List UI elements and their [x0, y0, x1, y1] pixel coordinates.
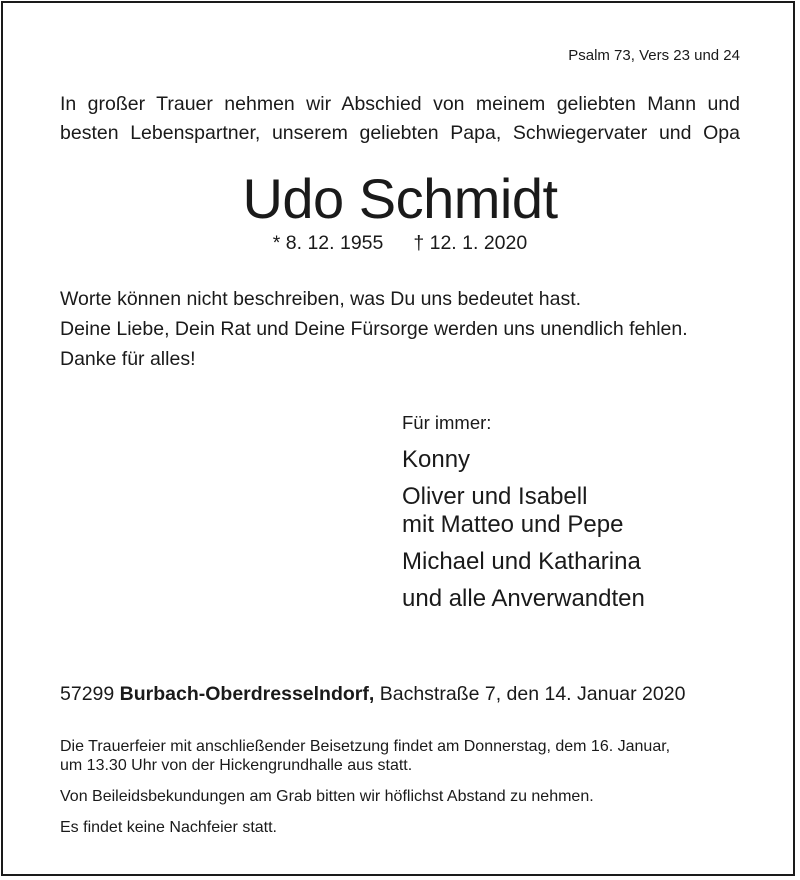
ceremony-line-1: Die Trauerfeier mit anschließender Beisetzung findet am Donnerstag, dem 16. Januar,: [60, 738, 671, 755]
mourner-entry-line: Oliver und Isabell: [402, 483, 588, 510]
deceased-name: Udo Schmidt: [242, 167, 558, 230]
life-dates: [0, 232, 800, 255]
mourners-list: [402, 412, 645, 622]
mourner-entry: [402, 483, 645, 539]
intro-line-1: In großer Trauer nehmen wir Abschied von meinem geliebten Mann und: [60, 93, 740, 115]
mourner-entry: Michael und Katharina: [402, 548, 641, 575]
place-name: Burbach-Oberdresselndorf,: [119, 683, 375, 705]
tribute-line-1: Worte können nicht beschreiben, was Du uns bedeutet hast.: [60, 288, 582, 310]
mourner-entry-line: mit Matteo und Pepe: [402, 511, 624, 538]
funeral-notes: [60, 737, 750, 849]
mourner-entry: Konny: [402, 446, 471, 473]
tribute-line-2: Deine Liebe, Dein Rat und Deine Fürsorge werden uns unendlich fehlen.: [60, 318, 688, 340]
mourner-entry: und alle Anverwandten: [402, 585, 645, 612]
address-rest: Bachstraße 7, den 14. Januar 2020: [379, 683, 686, 705]
psalm-reference: Psalm 73, Vers 23 und 24: [568, 47, 740, 64]
birth-date: * 8. 12. 1955: [272, 232, 384, 254]
postcode: 57299: [60, 683, 115, 705]
intro-text: [60, 90, 740, 148]
tribute-text: [60, 284, 688, 374]
condolence-note: Von Beileidsbekundungen am Grab bitten wir höflichst Abstand zu nehmen.: [60, 788, 594, 805]
ceremony-note: [60, 737, 750, 775]
tribute-line-3: Danke für alles!: [60, 348, 196, 370]
address-line: [60, 683, 685, 706]
intro-line-2: besten Lebenspartner, unserem geliebten Papa, Schwiegervater und Opa: [60, 122, 740, 144]
death-date: † 12. 1. 2020: [413, 232, 528, 254]
mourners-lead: Für immer:: [402, 412, 492, 433]
ceremony-line-2: um 13.30 Uhr von der Hickengrundhalle aus statt.: [60, 757, 413, 774]
gathering-note: Es findet keine Nachfeier statt.: [60, 819, 277, 836]
